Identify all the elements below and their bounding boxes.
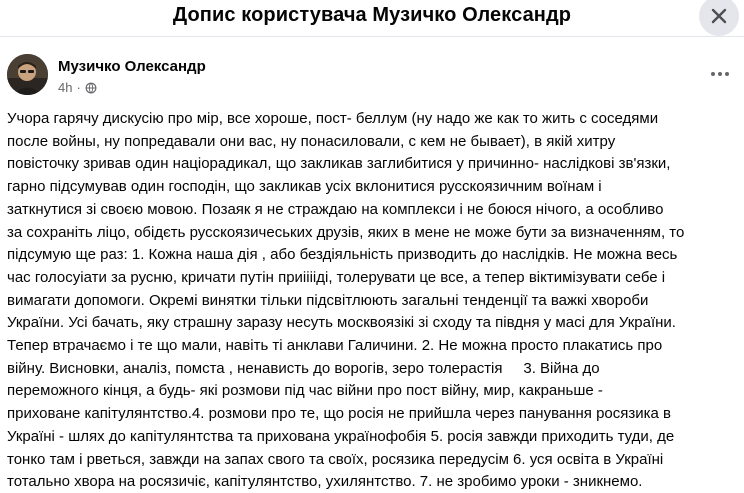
author-name[interactable]: Музичко Олександр [58,58,206,75]
more-options-button[interactable] [702,62,738,86]
meta-separator: · [76,80,81,95]
post-meta [58,80,97,95]
avatar-photo [7,54,48,95]
post-text: Учора гарячу дискусію про мір, все хороше, пост- беллум (ну надо же как то жить с соседями после войны, ну попредавали они вас, ну понасиловали, с кем не бывает), в якій хитру повісточку зривав один націорадикал, що закликав заглибитися у причинно- наслідкові зв'язки, гарно підсумував один господін, що закликав усіх вклонитися русскоязичним воїнам і заткнутися зі своєю мовою. Позаяк я не страждаю на комплекси і не боюся нічого, а особливо за сохраніть ліцо, обідєть русскоязичеських друзів, яких в мене не може бути за визначенням, то підсумую ще раз: 1. Кожна наша дія , або бездіяльність призводить до наслідків. Не можна весь час голосуіати за русню, кричати путін приііііді, толерувати це все, а тепер віктимізувати себе і вимагати допомоги. Окремі винятки тільки підсвітлюють загальні тенденції та важкі хвороби України. Усі бачать, яку страшну заразу несуть москвоязікі зі сходу та півдня у масі для України. Тепер втрачаємо і те що мали, навіть ті анклави Галичини. 2. Не можна просто плакатись про війну. Висновки, аналіз, помста , ненависть до ворогів, зеро толерастія 3. Війна до переможного кінця, а будь- які розмови під час війни про пост війну, мир, какраньше - приховане капітулянтство.4. розмови про те, що росія не прийшла через панування росязика в Україні - шлях до капітулянтства та прихована українофобія 5. росія завжди приходить туди, де тонко там і рветься, завжди на запах свого та своїх, росязика передусім 6. уся освіта в Україні тотально хвора на росязичіє, капітулянтство, ухилянтство. 7. не зробимо уроки - зникнемо. [7,110,685,491]
close-icon [710,7,728,25]
avatar[interactable] [7,54,48,95]
more-horizontal-icon [710,71,730,77]
post-time[interactable]: 4h [58,80,73,95]
dialog-title: Допис користувача Музичко Олександр [172,4,572,26]
close-button[interactable] [699,0,739,36]
globe-icon[interactable] [85,82,97,94]
dialog-header [0,0,744,37]
post-header [0,37,744,97]
